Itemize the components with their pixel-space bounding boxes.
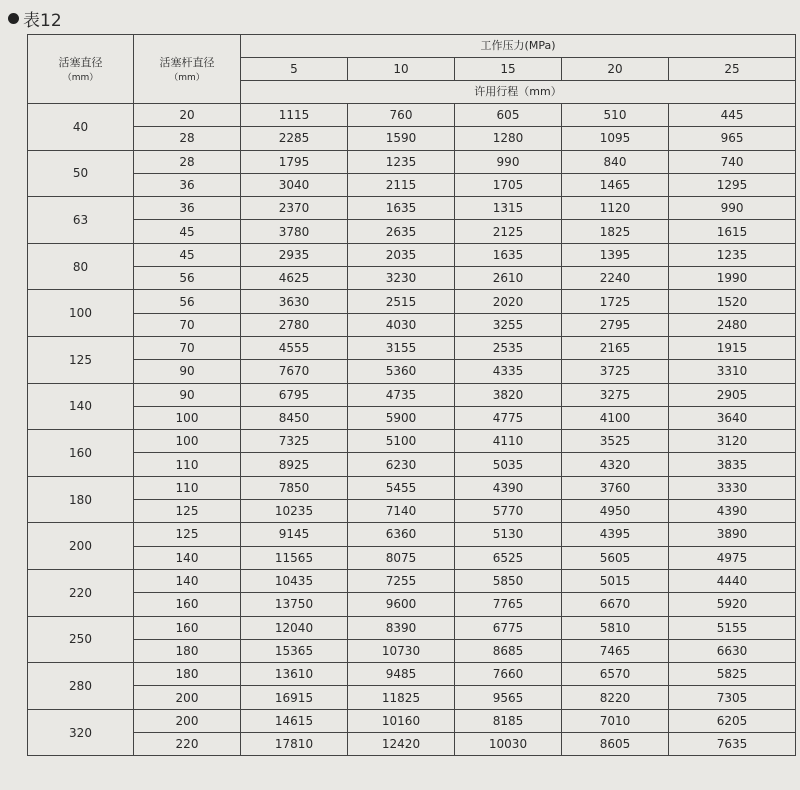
rod-diameter-cell: 220 bbox=[134, 733, 241, 756]
table-row bbox=[28, 197, 796, 220]
stroke-value-cell: 5605 bbox=[562, 546, 669, 569]
stroke-value-cell: 8450 bbox=[241, 406, 348, 429]
header-working-pressure: 工作压力(MPa) bbox=[241, 35, 796, 58]
rod-diameter-cell: 28 bbox=[134, 127, 241, 150]
stroke-value-cell: 3040 bbox=[241, 173, 348, 196]
stroke-value-cell: 7660 bbox=[455, 663, 562, 686]
table-row bbox=[28, 500, 796, 523]
table-row bbox=[28, 150, 796, 173]
rod-diameter-cell: 90 bbox=[134, 360, 241, 383]
stroke-value-cell: 1395 bbox=[562, 243, 669, 266]
table-row bbox=[28, 336, 796, 359]
rod-diameter-cell: 36 bbox=[134, 197, 241, 220]
stroke-value-cell: 4440 bbox=[669, 569, 796, 592]
stroke-value-cell: 3835 bbox=[669, 453, 796, 476]
table-title-text: 表12 bbox=[23, 11, 62, 31]
stroke-value-cell: 1235 bbox=[348, 150, 455, 173]
stroke-value-cell: 4390 bbox=[669, 500, 796, 523]
table-row bbox=[28, 616, 796, 639]
stroke-value-cell: 17810 bbox=[241, 733, 348, 756]
stroke-value-cell: 4335 bbox=[455, 360, 562, 383]
rod-diameter-cell: 45 bbox=[134, 220, 241, 243]
rod-diameter-cell: 56 bbox=[134, 267, 241, 290]
stroke-value-cell: 3275 bbox=[562, 383, 669, 406]
rod-diameter-cell: 28 bbox=[134, 150, 241, 173]
stroke-value-cell: 9565 bbox=[455, 686, 562, 709]
stroke-value-cell: 3155 bbox=[348, 336, 455, 359]
table-body bbox=[28, 104, 796, 756]
stroke-value-cell: 3780 bbox=[241, 220, 348, 243]
stroke-value-cell: 7635 bbox=[669, 733, 796, 756]
stroke-value-cell: 8390 bbox=[348, 616, 455, 639]
bullet-icon bbox=[8, 13, 19, 24]
stroke-value-cell: 14615 bbox=[241, 709, 348, 732]
stroke-value-cell: 4390 bbox=[455, 476, 562, 499]
stroke-value-cell: 7850 bbox=[241, 476, 348, 499]
stroke-value-cell: 1520 bbox=[669, 290, 796, 313]
rod-diameter-cell: 36 bbox=[134, 173, 241, 196]
stroke-value-cell: 1295 bbox=[669, 173, 796, 196]
stroke-value-cell: 15365 bbox=[241, 639, 348, 662]
stroke-value-cell: 4950 bbox=[562, 500, 669, 523]
stroke-value-cell: 6525 bbox=[455, 546, 562, 569]
rod-diameter-cell: 110 bbox=[134, 476, 241, 499]
rod-diameter-cell: 125 bbox=[134, 523, 241, 546]
stroke-value-cell: 10235 bbox=[241, 500, 348, 523]
piston-diameter-cell: 50 bbox=[28, 150, 134, 197]
stroke-value-cell: 965 bbox=[669, 127, 796, 150]
piston-diameter-cell: 180 bbox=[28, 476, 134, 523]
stroke-value-cell: 1095 bbox=[562, 127, 669, 150]
table-row bbox=[28, 267, 796, 290]
stroke-value-cell: 6670 bbox=[562, 593, 669, 616]
table-row bbox=[28, 360, 796, 383]
table-row bbox=[28, 290, 796, 313]
stroke-value-cell: 3820 bbox=[455, 383, 562, 406]
table-row bbox=[28, 127, 796, 150]
stroke-value-cell: 510 bbox=[562, 104, 669, 127]
header-pressure-20: 20 bbox=[562, 58, 669, 81]
table-row bbox=[28, 430, 796, 453]
stroke-value-cell: 6630 bbox=[669, 639, 796, 662]
stroke-value-cell: 2240 bbox=[562, 267, 669, 290]
header-pressure-15: 15 bbox=[455, 58, 562, 81]
stroke-value-cell: 16915 bbox=[241, 686, 348, 709]
stroke-value-cell: 4110 bbox=[455, 430, 562, 453]
stroke-value-cell: 6205 bbox=[669, 709, 796, 732]
stroke-value-cell: 3310 bbox=[669, 360, 796, 383]
stroke-value-cell: 9145 bbox=[241, 523, 348, 546]
stroke-value-cell: 1590 bbox=[348, 127, 455, 150]
rod-diameter-cell: 56 bbox=[134, 290, 241, 313]
piston-diameter-cell: 80 bbox=[28, 243, 134, 290]
stroke-value-cell: 605 bbox=[455, 104, 562, 127]
stroke-value-cell: 10730 bbox=[348, 639, 455, 662]
stroke-value-cell: 5360 bbox=[348, 360, 455, 383]
stroke-value-cell: 7670 bbox=[241, 360, 348, 383]
stroke-value-cell: 3525 bbox=[562, 430, 669, 453]
stroke-value-cell: 7765 bbox=[455, 593, 562, 616]
stroke-value-cell: 840 bbox=[562, 150, 669, 173]
rod-diameter-cell: 20 bbox=[134, 104, 241, 127]
stroke-value-cell: 8685 bbox=[455, 639, 562, 662]
stroke-value-cell: 1315 bbox=[455, 197, 562, 220]
stroke-value-cell: 13610 bbox=[241, 663, 348, 686]
table-row bbox=[28, 313, 796, 336]
piston-diameter-cell: 63 bbox=[28, 197, 134, 244]
rod-diameter-cell: 140 bbox=[134, 569, 241, 592]
header-pressure-5: 5 bbox=[241, 58, 348, 81]
table-header bbox=[28, 35, 796, 104]
table-row bbox=[28, 523, 796, 546]
rod-diameter-cell: 160 bbox=[134, 593, 241, 616]
piston-diameter-cell: 250 bbox=[28, 616, 134, 663]
stroke-value-cell: 2635 bbox=[348, 220, 455, 243]
table-row bbox=[28, 709, 796, 732]
stroke-table bbox=[27, 34, 796, 756]
piston-diameter-cell: 200 bbox=[28, 523, 134, 570]
stroke-value-cell: 6360 bbox=[348, 523, 455, 546]
piston-diameter-cell: 280 bbox=[28, 663, 134, 710]
stroke-value-cell: 3330 bbox=[669, 476, 796, 499]
stroke-value-cell: 2515 bbox=[348, 290, 455, 313]
stroke-value-cell: 4030 bbox=[348, 313, 455, 336]
table-row bbox=[28, 173, 796, 196]
stroke-value-cell: 2935 bbox=[241, 243, 348, 266]
stroke-value-cell: 7465 bbox=[562, 639, 669, 662]
table-row bbox=[28, 104, 796, 127]
stroke-value-cell: 2035 bbox=[348, 243, 455, 266]
rod-diameter-cell: 200 bbox=[134, 709, 241, 732]
stroke-value-cell: 9485 bbox=[348, 663, 455, 686]
stroke-value-cell: 12420 bbox=[348, 733, 455, 756]
rod-diameter-cell: 45 bbox=[134, 243, 241, 266]
stroke-value-cell: 5770 bbox=[455, 500, 562, 523]
table-row bbox=[28, 476, 796, 499]
header-piston-diameter: 活塞直径 （mm） bbox=[28, 35, 134, 104]
piston-diameter-cell: 100 bbox=[28, 290, 134, 337]
rod-diameter-cell: 200 bbox=[134, 686, 241, 709]
table-row bbox=[28, 733, 796, 756]
stroke-value-cell: 10435 bbox=[241, 569, 348, 592]
stroke-value-cell: 3760 bbox=[562, 476, 669, 499]
stroke-value-cell: 740 bbox=[669, 150, 796, 173]
stroke-value-cell: 445 bbox=[669, 104, 796, 127]
stroke-value-cell: 5100 bbox=[348, 430, 455, 453]
stroke-value-cell: 4775 bbox=[455, 406, 562, 429]
table-title bbox=[8, 6, 62, 31]
stroke-value-cell: 2020 bbox=[455, 290, 562, 313]
stroke-value-cell: 2285 bbox=[241, 127, 348, 150]
table-row bbox=[28, 639, 796, 662]
stroke-value-cell: 5850 bbox=[455, 569, 562, 592]
table-row bbox=[28, 663, 796, 686]
stroke-value-cell: 10160 bbox=[348, 709, 455, 732]
stroke-value-cell: 4625 bbox=[241, 267, 348, 290]
stroke-value-cell: 2125 bbox=[455, 220, 562, 243]
stroke-value-cell: 4395 bbox=[562, 523, 669, 546]
piston-diameter-cell: 125 bbox=[28, 336, 134, 383]
stroke-value-cell: 3255 bbox=[455, 313, 562, 336]
stroke-value-cell: 990 bbox=[669, 197, 796, 220]
table-row bbox=[28, 406, 796, 429]
table-row bbox=[28, 569, 796, 592]
stroke-value-cell: 11565 bbox=[241, 546, 348, 569]
rod-diameter-cell: 110 bbox=[134, 453, 241, 476]
piston-diameter-cell: 140 bbox=[28, 383, 134, 430]
header-pressure-10: 10 bbox=[348, 58, 455, 81]
stroke-value-cell: 7140 bbox=[348, 500, 455, 523]
stroke-value-cell: 7305 bbox=[669, 686, 796, 709]
stroke-value-cell: 8220 bbox=[562, 686, 669, 709]
stroke-value-cell: 1725 bbox=[562, 290, 669, 313]
stroke-value-cell: 1795 bbox=[241, 150, 348, 173]
rod-diameter-cell: 100 bbox=[134, 430, 241, 453]
stroke-value-cell: 2610 bbox=[455, 267, 562, 290]
rod-diameter-cell: 90 bbox=[134, 383, 241, 406]
stroke-value-cell: 3630 bbox=[241, 290, 348, 313]
stroke-value-cell: 990 bbox=[455, 150, 562, 173]
stroke-value-cell: 9600 bbox=[348, 593, 455, 616]
stroke-value-cell: 5455 bbox=[348, 476, 455, 499]
piston-diameter-cell: 40 bbox=[28, 104, 134, 151]
stroke-value-cell: 3890 bbox=[669, 523, 796, 546]
stroke-value-cell: 4100 bbox=[562, 406, 669, 429]
stroke-value-cell: 12040 bbox=[241, 616, 348, 639]
stroke-value-cell: 1635 bbox=[348, 197, 455, 220]
stroke-value-cell: 8605 bbox=[562, 733, 669, 756]
stroke-value-cell: 13750 bbox=[241, 593, 348, 616]
table-row bbox=[28, 453, 796, 476]
stroke-value-cell: 5920 bbox=[669, 593, 796, 616]
table-row bbox=[28, 546, 796, 569]
stroke-value-cell: 2115 bbox=[348, 173, 455, 196]
stroke-value-cell: 1825 bbox=[562, 220, 669, 243]
stroke-value-cell: 3725 bbox=[562, 360, 669, 383]
stroke-value-cell: 2480 bbox=[669, 313, 796, 336]
piston-diameter-cell: 320 bbox=[28, 709, 134, 756]
stroke-value-cell: 10030 bbox=[455, 733, 562, 756]
stroke-value-cell: 1615 bbox=[669, 220, 796, 243]
stroke-value-cell: 3640 bbox=[669, 406, 796, 429]
stroke-value-cell: 6570 bbox=[562, 663, 669, 686]
table-row bbox=[28, 593, 796, 616]
stroke-value-cell: 2535 bbox=[455, 336, 562, 359]
stroke-value-cell: 5155 bbox=[669, 616, 796, 639]
stroke-value-cell: 5035 bbox=[455, 453, 562, 476]
stroke-value-cell: 1235 bbox=[669, 243, 796, 266]
rod-diameter-cell: 180 bbox=[134, 663, 241, 686]
stroke-value-cell: 1915 bbox=[669, 336, 796, 359]
table-row bbox=[28, 243, 796, 266]
stroke-value-cell: 1635 bbox=[455, 243, 562, 266]
stroke-value-cell: 1990 bbox=[669, 267, 796, 290]
stroke-value-cell: 4555 bbox=[241, 336, 348, 359]
stroke-value-cell: 2780 bbox=[241, 313, 348, 336]
stroke-value-cell: 1465 bbox=[562, 173, 669, 196]
stroke-value-cell: 8925 bbox=[241, 453, 348, 476]
table-row bbox=[28, 383, 796, 406]
stroke-value-cell: 5810 bbox=[562, 616, 669, 639]
stroke-value-cell: 4975 bbox=[669, 546, 796, 569]
stroke-value-cell: 2370 bbox=[241, 197, 348, 220]
stroke-value-cell: 760 bbox=[348, 104, 455, 127]
stroke-value-cell: 8185 bbox=[455, 709, 562, 732]
stroke-value-cell: 5825 bbox=[669, 663, 796, 686]
stroke-value-cell: 6230 bbox=[348, 453, 455, 476]
table-row bbox=[28, 220, 796, 243]
stroke-value-cell: 1280 bbox=[455, 127, 562, 150]
stroke-value-cell: 1115 bbox=[241, 104, 348, 127]
stroke-value-cell: 7010 bbox=[562, 709, 669, 732]
stroke-value-cell: 6775 bbox=[455, 616, 562, 639]
header-pressure-25: 25 bbox=[669, 58, 796, 81]
stroke-value-cell: 5900 bbox=[348, 406, 455, 429]
stroke-value-cell: 8075 bbox=[348, 546, 455, 569]
stroke-value-cell: 2795 bbox=[562, 313, 669, 336]
rod-diameter-cell: 70 bbox=[134, 336, 241, 359]
rod-diameter-cell: 100 bbox=[134, 406, 241, 429]
stroke-value-cell: 4320 bbox=[562, 453, 669, 476]
stroke-value-cell: 4735 bbox=[348, 383, 455, 406]
stroke-value-cell: 11825 bbox=[348, 686, 455, 709]
piston-diameter-cell: 220 bbox=[28, 569, 134, 616]
stroke-value-cell: 3120 bbox=[669, 430, 796, 453]
table-row bbox=[28, 686, 796, 709]
stroke-value-cell: 5130 bbox=[455, 523, 562, 546]
stroke-value-cell: 1705 bbox=[455, 173, 562, 196]
rod-diameter-cell: 160 bbox=[134, 616, 241, 639]
rod-diameter-cell: 140 bbox=[134, 546, 241, 569]
stroke-value-cell: 7255 bbox=[348, 569, 455, 592]
piston-diameter-cell: 160 bbox=[28, 430, 134, 477]
stroke-value-cell: 2165 bbox=[562, 336, 669, 359]
stroke-value-cell: 5015 bbox=[562, 569, 669, 592]
rod-diameter-cell: 125 bbox=[134, 500, 241, 523]
stroke-value-cell: 7325 bbox=[241, 430, 348, 453]
rod-diameter-cell: 70 bbox=[134, 313, 241, 336]
stroke-value-cell: 3230 bbox=[348, 267, 455, 290]
stroke-value-cell: 1120 bbox=[562, 197, 669, 220]
stroke-value-cell: 2905 bbox=[669, 383, 796, 406]
stroke-value-cell: 6795 bbox=[241, 383, 348, 406]
rod-diameter-cell: 180 bbox=[134, 639, 241, 662]
header-rod-diameter: 活塞杆直径 （mm） bbox=[134, 35, 241, 104]
header-allowable-stroke: 许用行程（mm） bbox=[241, 81, 796, 104]
